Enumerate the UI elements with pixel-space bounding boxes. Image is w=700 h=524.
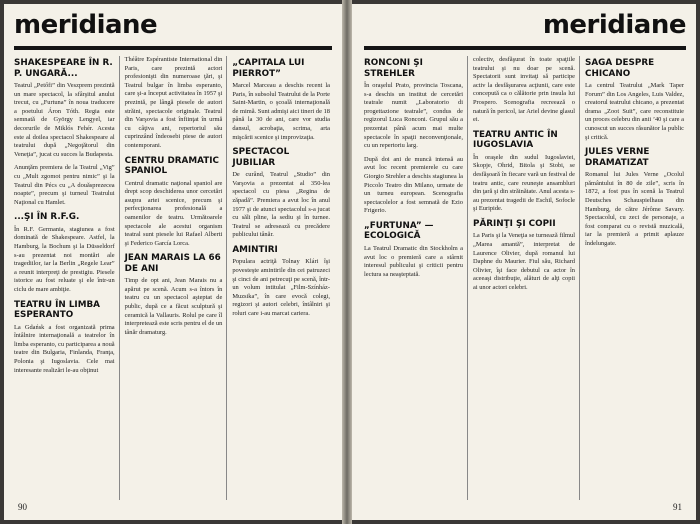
article-text: Anunţăm premiera de la Teatrul „Vig” cu „Mult zgomot pentru nimic” şi la Teatrul din Pécs cu „A douăsprezecea noapte”, precum şi turneul Teatrului Naţional cu Hamlet. [14,164,115,206]
article-text: La Paris şi la Veneţia se turnează filmul „Marea amantă”, interpretat de Laurence Olivier, după romanul lui Daphne du Maurier. Fiul său, Richard Olivier, îşi face debutul ca actor în aceeaşi distribuţie, alături de alţi copii ai unor actori celebri. [473,232,575,291]
article-text: colectiv, desfăşurat în toate spaţiile teatrului şi nu doar pe scenă. Spectatorii sunt invitaţi să participe activ la desfăşurarea acţiunii, care este concepută ca o călătorie prin insula lui Prospero. Scenografia recreează o natură în pericol, iar Ariel devine glasul ei. [473,56,575,124]
section-title: meridiane [542,10,686,40]
article-heading: RONCONI ŞI STREHLER [364,58,423,79]
section-title: meridiane [14,10,158,40]
article-heading: SHAKESPEARE ÎN R. P. UNGARĂ... [14,58,113,79]
article-text: Populara actriţă Tolnay Klári îşi povesteşte amintirile din cei patruzeci şi cinci de ani petrecuţi pe scenă, într-un volum intitulat „Film-Színház-Muzsika”, în care evocă colegi, regizori şi autori celebri, întâlniri şi roluri care i-au marcat cariera. [232,258,330,317]
article-text: Timp de opt ani, Jean Marais nu a apărut pe scenă. Acum s-a întors în teatru cu un spectacol aşteptat de public, după ce a făcut sculptură şi ceramică la Vallauris. Rolul pe care îl interpretează este scris pentru el de un tânăr dramaturg. [124,277,223,336]
article-heading: TEATRU ANTIC ÎN IUGOSLAVIA [473,129,558,151]
article-heading: CENTRU DRAMATIC SPANIOL [124,155,219,177]
article-heading: SPECTACOL JUBILIAR [232,147,290,168]
article-text: Marcel Marceau a deschis recent la Paris, în subsolul Teatrului de la Porte Saint-Martin, o şcoală internaţională de mimă. Sunt admişi aici tineri de 18 până la 30 de ani, care vor studia dansul, acrobaţia, scrima, arta mişcării scenice şi improvizaţia. [232,82,330,141]
article-text: Romanul lui Jules Verne „Ocolul pământului în 80 de zile”, scris în 1872, a fost pus în scenă la Teatrul Deutsches Schauspielhaus din Hamburg, de către Jérôme Savary. Spectacolul, cu zeci de personaje, a fost comparat cu o revistă muzicală, iar la premieră a primit aplauze îndelungate. [585,171,684,247]
header-rule [364,46,686,50]
left-page [4,4,342,520]
left-page-header [14,10,332,50]
article-text: La Gdańsk a fost organizată prima întâlnire internaţională a teatrelor în limba esperanto, cu participarea a nouă teatre din Bulgaria, Finlanda, Franţa, Polonia şi Iugoslavia. Cele mai interesante realizări le-au obţinut [14,323,115,374]
article-heading: PĂRINŢI ŞI COPII [473,218,556,229]
article-heading: „FURTUNA” — ECOLOGICĂ [364,220,434,242]
article-heading: JULES VERNE DRAMATIZAT [585,147,650,168]
column-3 [226,56,334,500]
article-text: În oraşelul Prato, provincia Toscana, s-a deschis un institut de cercetări teatrale numit „Laboratorio di progettazione teatrale”, condus de regizorul Luca Ronconi. Grupul său a prezentat până acum mai multe spectacole în spaţii neconvenţionale, cu un repertoriu larg. [364,82,463,150]
book-gutter [342,0,352,524]
article-text: După doi ani de muncă intensă au avut loc recent premierele cu care Giorgio Strehler a deschis stagiunea la Piccolo Teatro din Milano, urmate de un turneu european. Scenografia spectacolelor a fost semnată de Ezio Frigerio. [364,155,463,215]
page-number: 90 [18,502,27,512]
column-3 [579,56,688,500]
article-text: Théâtre Espérantiste International din Paris, care prezintă actori profesionişti din numeroase ţări, şi Teatrul bulgar în limba esperanto, care şi-a început activitatea în 1957 şi prezintă, pe lângă piesele de autori străini, spectacole originale. Teatrul din Varşovia a fost înfiinţat în urmă cu câţiva ani, repertoriul său cuprinzând îndeosebi piese de autori contemporani. [124,56,223,149]
article-text: În R.F. Germania, stagiunea a fost dominată de Shakespeare. Astfel, la Hamburg, la Bochum şi la Düsseldorf s-au prezentat noi montări ale tragediilor, iar la Berlin „Regele Lear” a reunit interpreţi de prestigiu. Piesele istorice au fost reluate şi ele într-un ciclu de mare ambiţie. [14,225,115,293]
column-2 [119,56,227,500]
column-1 [14,56,119,500]
article-text: La Teatrul Dramatic din Stockholm a avut loc o premieră care a stârnit interesul publicului şi criticii pentru lectura sa neaşteptată. [364,244,463,278]
header-rule [14,46,332,50]
article-text: Centrul dramatic naţional spaniol are drept scop deschiderea unor cercetări asupra artei scenice, precum şi perfecţionarea profesională a oamenilor de teatru. Următoarele spectacole ale acestui organism teatral sunt piesele lui Rafael Alberti şi Federico García Lorca. [124,179,223,247]
article-heading: AMINTIRI [232,244,278,255]
right-page-columns [364,56,688,500]
page-number: 91 [673,502,682,512]
left-page-columns [14,56,334,500]
article-text: De curând, Teatrul „Studio” din Varşovia a prezentat al 350-lea spectacol cu piesa „Regina de zăpadă”. Premiera a avut loc în anul 1977 şi de atunci spectacolul s-a jucat cu săli pline, la sediu şi în turnee. Teatrul se adresează cu precădere publicului tânăr. [232,171,330,239]
right-page [352,4,696,520]
column-2 [467,56,579,500]
article-heading: ...ŞI ÎN R.F.G. [14,212,80,223]
right-page-header [364,10,686,50]
article-text: În oraşele din sudul Iugoslaviei, Skopje, Ohrid, Bitola şi Stobi, se desfăşoară în fiecare vară un festival de teatru antic, care reuneşte ansambluri din ţară şi din străinătate. Anul acesta s-au prezentat tragedii de Eschil, Sofocle şi Euripide. [473,153,575,213]
column-1 [364,56,467,500]
article-heading: JEAN MARAIS LA 66 DE ANI [124,253,221,274]
article-text: Teatrul „Petőfi” din Veszprem prezintă un mare spectacol, la sfârşitul anului trecut, cu „Furtuna” în noua traducere a poetului Áron Tóth. Regia este semnată de György Lengyel, iar decorurile de Miklós Fehér. Acesta este al doilea spectacol Shakespeare al teatrului după „Negoţătorul din Veneţia”, jucat cu succes la Budapesta. [14,82,115,158]
article-text: La centrul Teatrului „Mark Taper Forum” din Los Angeles, Luis Valdez, creatorul teatrului chicano, a prezentat drama „Zoot Suit”, care reconstituie un proces celebru din anii ’40 şi care a cunoscut un succes răsunător la public şi critică. [585,82,684,141]
article-heading: „CAPITALA LUI PIERROT” [232,58,305,79]
article-heading: TEATRU ÎN LIMBA ESPERANTO [14,299,100,321]
article-heading: SAGA DESPRE CHICANO [585,58,655,79]
